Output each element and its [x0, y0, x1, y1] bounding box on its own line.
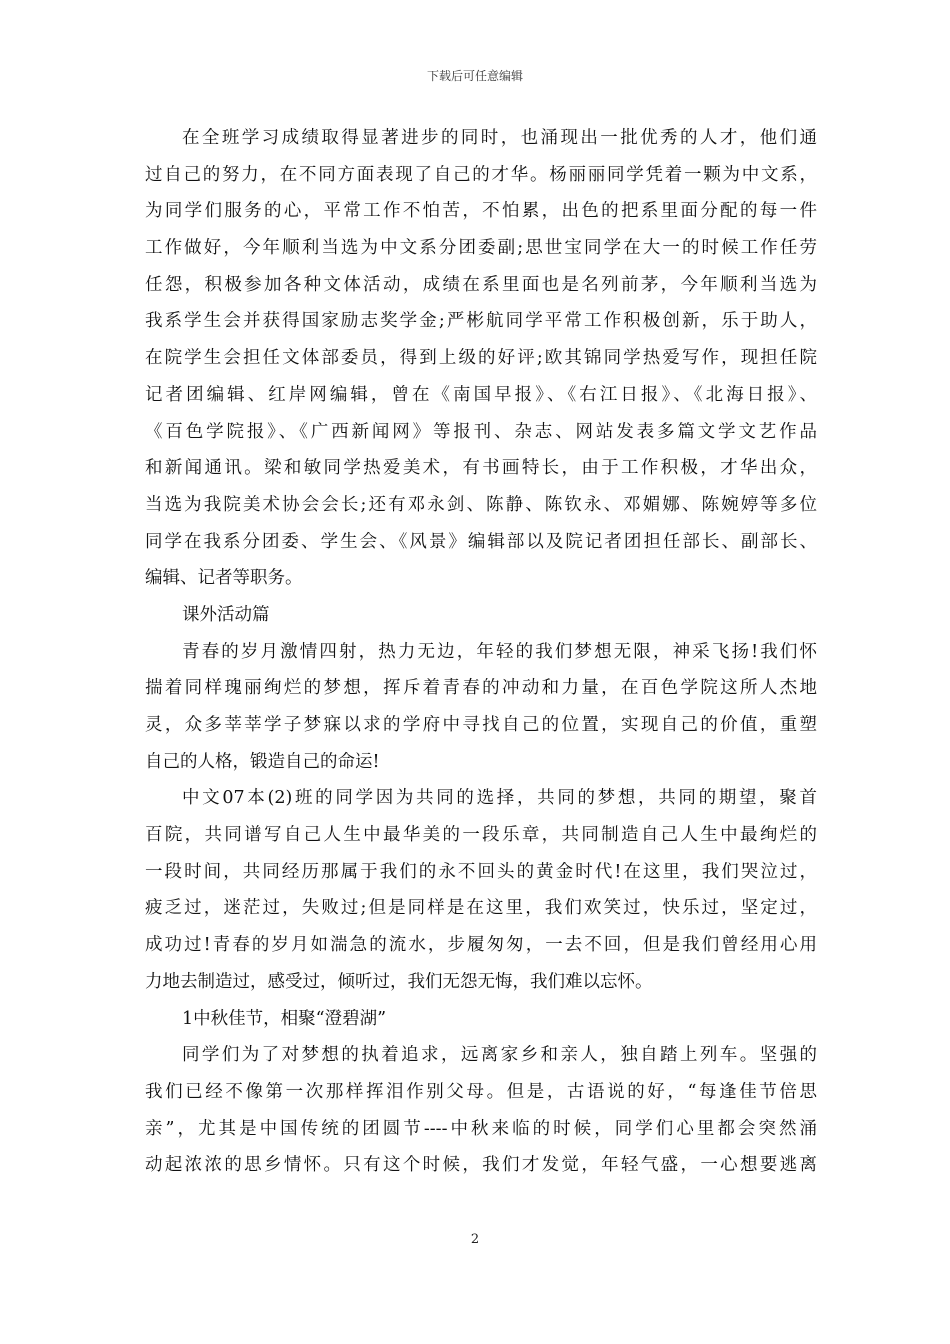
text-line: 自己的人格，锻造自己的命运! — [145, 751, 380, 772]
text-line: 我们已经不像第一次那样挥泪作别父母。但是，古语说的好，“每逢佳节倍思 — [145, 1081, 817, 1102]
text-line: 我系学生会并获得国家励志奖学金;严彬航同学平常工作积极创新，乐于助人， — [145, 311, 817, 332]
text-line: 同学在我系分团委、学生会、《风景》编辑部以及院记者团担任部长、副部长、 — [145, 531, 817, 552]
text-line: 为同学们服务的心，平常工作不怕苦，不怕累，出色的把系里面分配的每一件 — [145, 201, 817, 222]
page-number: 2 — [470, 1232, 480, 1247]
text-line: 过自己的努力，在不同方面表现了自己的才华。杨丽丽同学凭着一颗为中文系， — [145, 164, 817, 185]
text-line: 动起浓浓的思乡情怀。只有这个时候，我们才发觉，年轻气盛，一心想要逃离 — [145, 1155, 817, 1176]
text-line: 一段时间，共同经历那属于我们的永不回头的黄金时代!在这里，我们哭泣过， — [145, 861, 817, 882]
text-line: 在全班学习成绩取得显著进步的同时，也涌现出一批优秀的人才，他们通 — [182, 128, 817, 148]
text-line: 1中秋佳节，相聚“澄碧湖” — [182, 1008, 387, 1029]
text-line: 中文07本(2)班的同学因为共同的选择，共同的梦想，共同的期望，聚首 — [182, 788, 817, 809]
text-line: 疲乏过，迷茫过，失败过;但是同样是在这里，我们欢笑过，快乐过，坚定过， — [145, 898, 817, 919]
text-line: 任怨，积极参加各种文体活动，成绩在系里面也是名列前茅，今年顺利当选为 — [145, 274, 817, 295]
text-line: 《百色学院报》、《广西新闻网》等报刊、杂志、网站发表多篇文学文艺作品 — [145, 421, 817, 442]
body-text — [145, 120, 817, 1184]
text-line: 在院学生会担任文体部委员，得到上级的好评;欧其锦同学热爱写作，现担任院 — [145, 348, 817, 369]
text-line: 同学们为了对梦想的执着追求，远离家乡和亲人，独自踏上列车。坚强的 — [182, 1045, 817, 1066]
text-line: 和新闻通讯。梁和敏同学热爱美术，有书画特长，由于工作积极，才华出众， — [145, 458, 817, 479]
text-line: 力地去制造过，感受过，倾听过，我们无怨无悔，我们难以忘怀。 — [145, 971, 653, 992]
text-line: 记者团编辑、红岸网编辑，曾在《南国早报》、《右江日报》、《北海日报》、 — [145, 384, 817, 405]
text-line: 青春的岁月激情四射，热力无边，年轻的我们梦想无限，神采飞扬!我们怀 — [182, 641, 817, 662]
text-line: 灵，众多莘莘学子梦寐以求的学府中寻找自己的位置，实现自己的价值，重塑 — [145, 715, 817, 735]
text-line: 百院，共同谱写自己人生中最华美的一段乐章，共同制造自己人生中最绚烂的 — [145, 825, 817, 846]
text-line: 工作做好，今年顺利当选为中文系分团委副;思世宝同学在大一的时候工作任劳 — [145, 238, 817, 259]
text-line: 编辑、记者等职务。 — [145, 568, 303, 589]
text-line: 当选为我院美术协会会长;还有邓永剑、陈静、陈钦永、邓媚娜、陈婉婷等多位 — [145, 494, 817, 515]
text-line: 课外活动篇 — [182, 604, 270, 625]
text-line: 亲”，尤其是中国传统的团圆节----中秋来临的时候，同学们心里都会突然涌 — [145, 1118, 817, 1139]
text-line: 揣着同样瑰丽绚烂的梦想，挥斥着青春的冲动和力量，在百色学院这所人杰地 — [145, 678, 817, 699]
page-header: 下载后可任意编辑 — [426, 69, 523, 83]
text-line: 成功过!青春的岁月如湍急的流水，步履匆匆，一去不回，但是我们曾经用心用 — [145, 935, 817, 956]
